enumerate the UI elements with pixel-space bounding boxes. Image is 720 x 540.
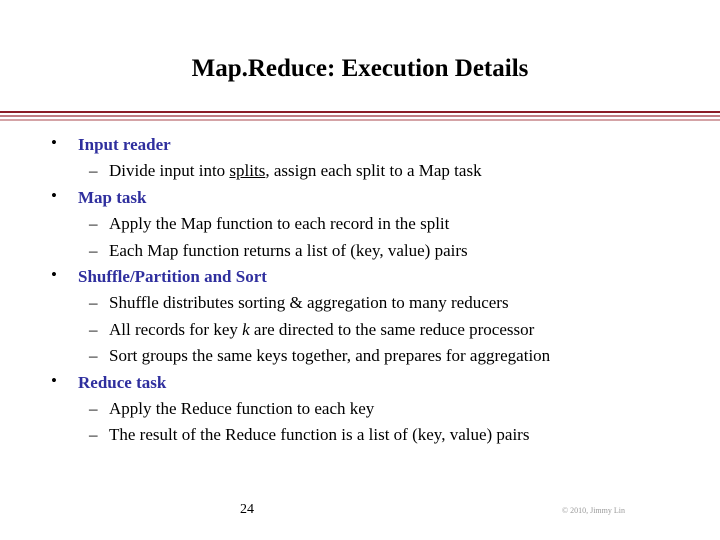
page-number: 24 (240, 502, 254, 517)
bullet-label: Input reader (78, 135, 171, 154)
sub-bullet (89, 319, 534, 341)
divider-line (0, 111, 720, 113)
underlined-term: splits (229, 161, 266, 181)
dash-glyph: – (89, 161, 98, 181)
bullet-dot: • (51, 265, 57, 284)
dash-glyph: – (89, 346, 98, 366)
sub-bullet (89, 240, 468, 262)
sub-bullet (89, 424, 529, 446)
sub-text: The result of the Reduce function is a list of (key, value) pairs (109, 425, 530, 445)
italic-term: k (242, 319, 250, 339)
sub-text: Each Map function returns a list of (key, value) pairs (109, 240, 468, 260)
slide-title: Map.Reduce: Execution Details (191, 55, 529, 82)
sub-text: Sort groups the same keys together, and prepares for aggregation (109, 346, 551, 366)
sub-text: Apply the Reduce function to each key (109, 399, 375, 418)
bullet-dot: • (51, 185, 57, 205)
sub-text: are directed to the same reduce processor (249, 319, 535, 339)
sub-bullet (89, 398, 374, 420)
dash-glyph: – (89, 399, 98, 418)
sub-bullet (89, 213, 449, 235)
copyright-notice: © 2010, Jimmy Lin (562, 506, 625, 515)
divider-line (0, 115, 720, 117)
bullet-label: Map task (78, 187, 147, 207)
dash-glyph: – (89, 293, 98, 313)
dash-glyph: – (89, 240, 98, 260)
bullet-dot: • (51, 370, 57, 390)
dash-glyph: – (89, 214, 98, 234)
divider-line (0, 119, 720, 121)
dash-glyph: – (89, 425, 98, 445)
sub-bullet (89, 160, 482, 182)
sub-text: All records for key (109, 319, 243, 339)
sub-text: Divide input into (109, 161, 230, 181)
sub-text: Shuffle distributes sorting & aggregation to many reducers (109, 293, 509, 313)
sub-bullet (89, 292, 509, 314)
bullet-label: Shuffle/Partition and Sort (78, 267, 267, 286)
bullet-label: Reduce task (78, 372, 167, 392)
dash-glyph: – (89, 319, 98, 339)
sub-text: Apply the Map function to each record in the split (109, 214, 450, 234)
sub-bullet (89, 345, 550, 367)
sub-text: , assign each split to a Map task (265, 161, 482, 181)
bullet-dot: • (51, 133, 57, 152)
title-divider (0, 111, 720, 123)
